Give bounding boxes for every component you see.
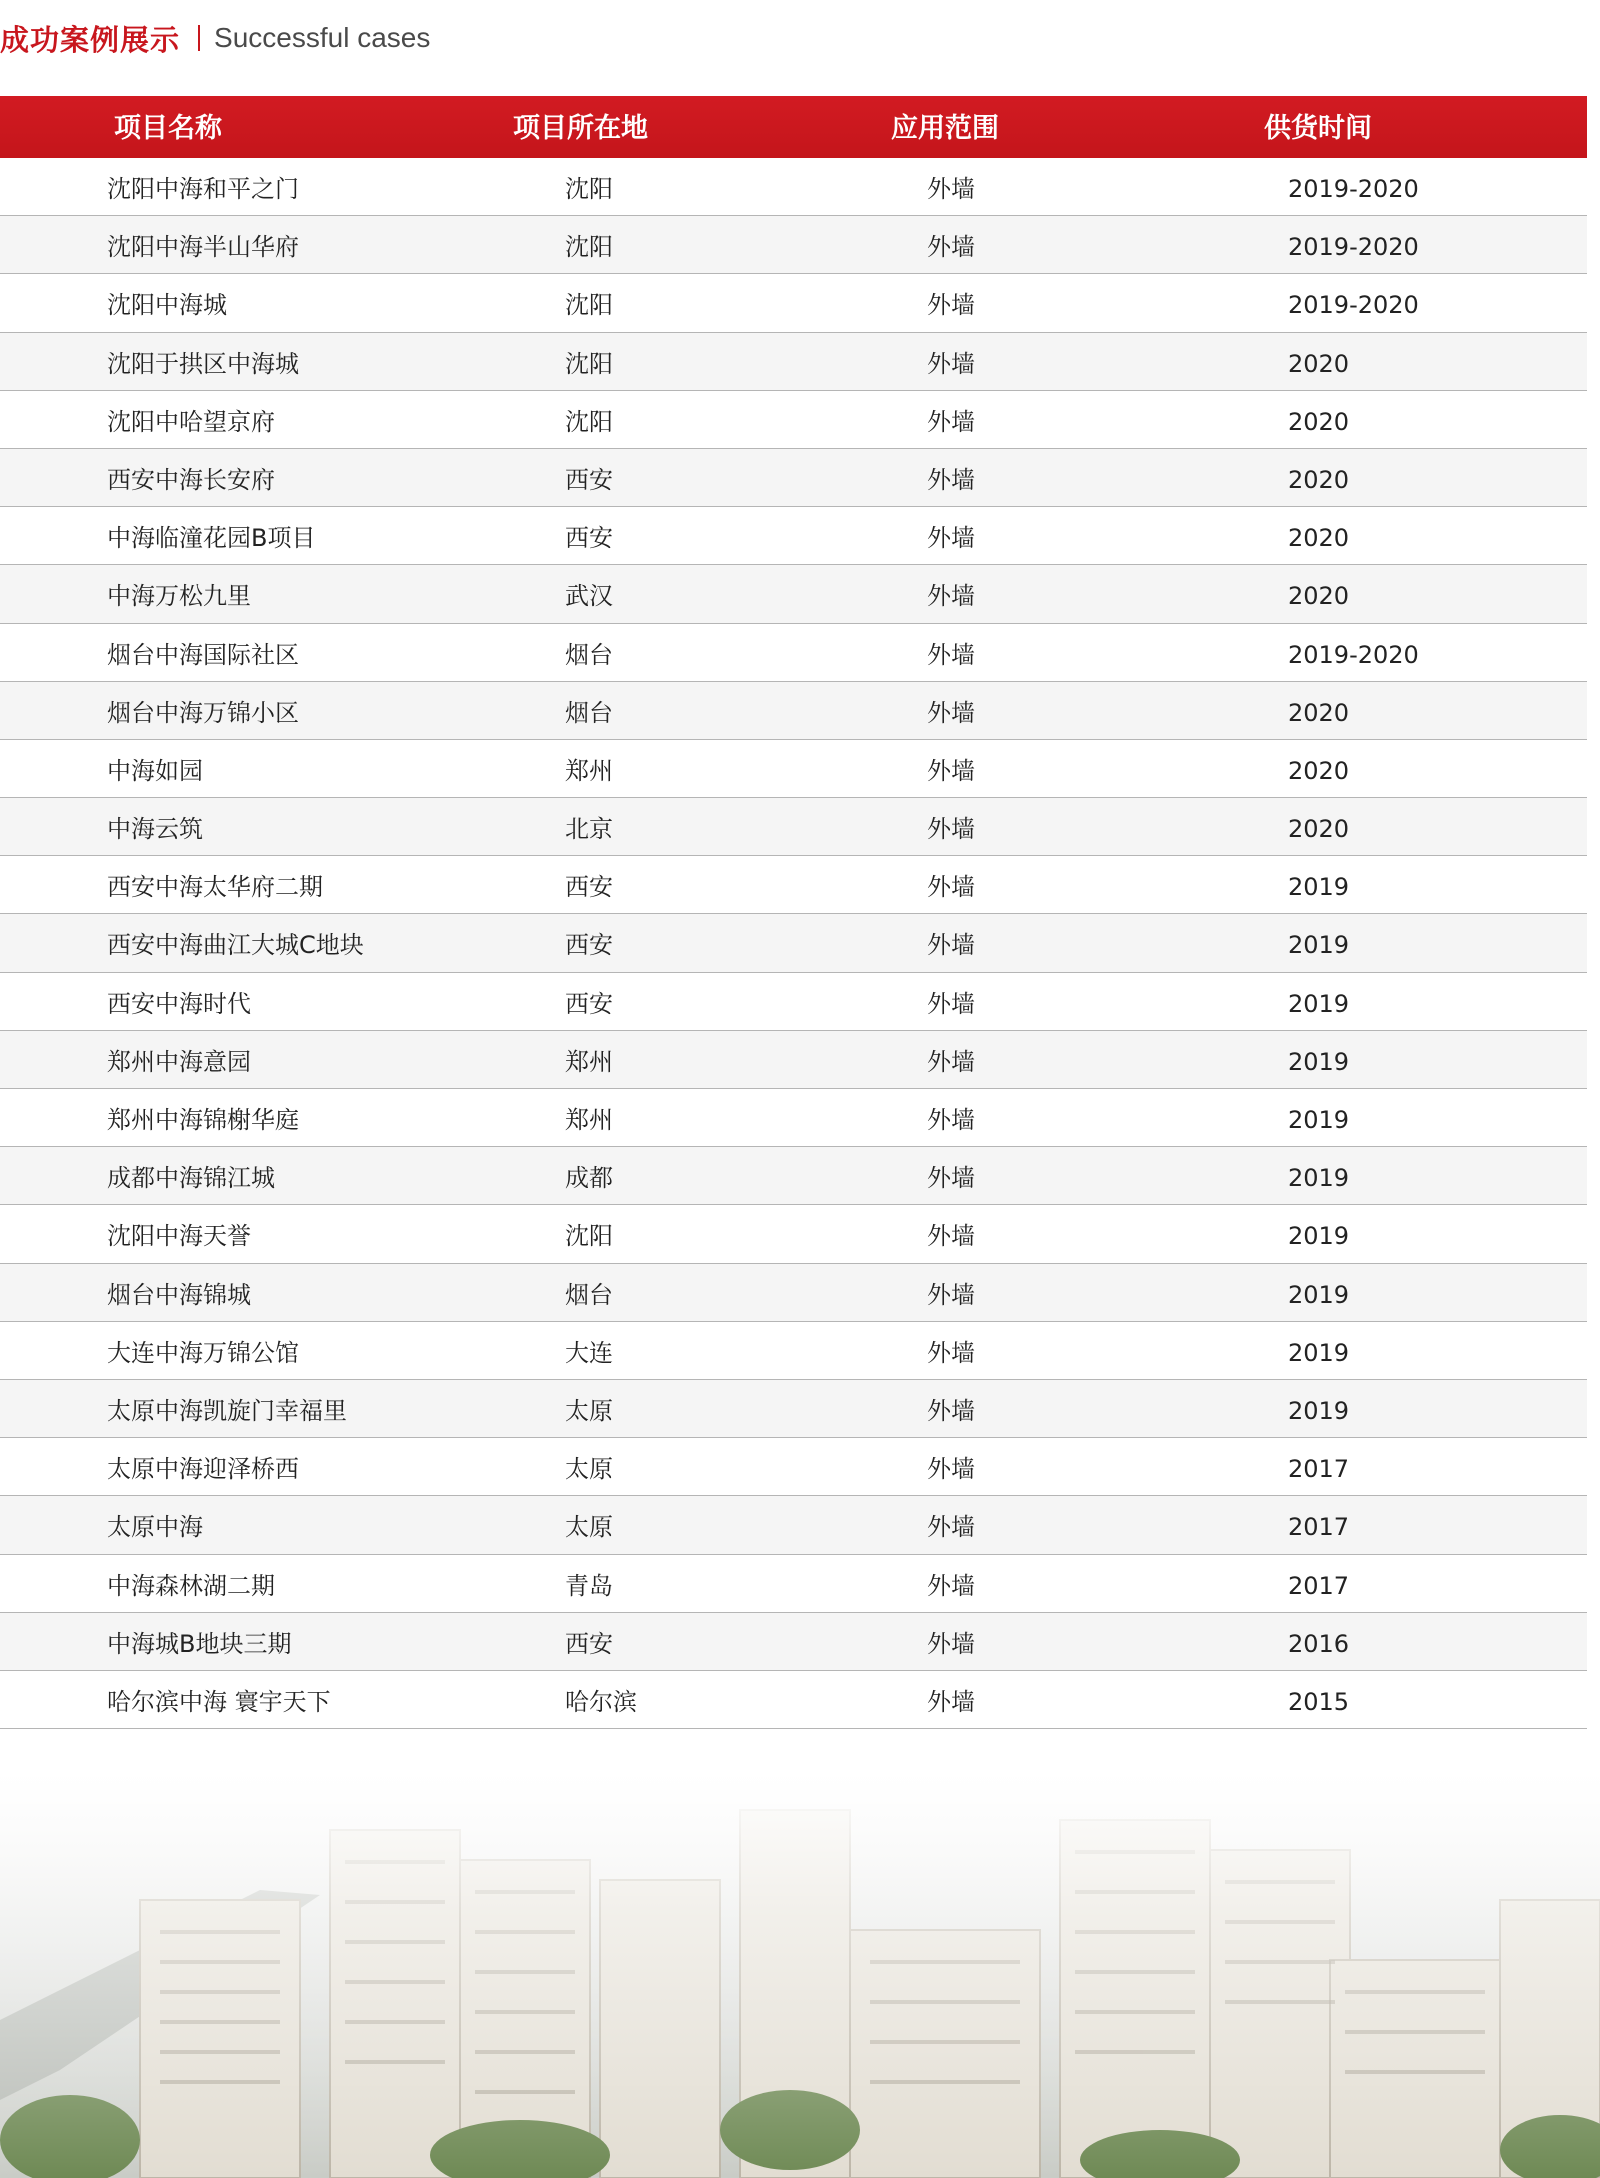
cell-application: 外墙: [927, 815, 975, 844]
cell-supply-time: 2019: [1288, 1396, 1350, 1425]
cell-supply-time: 2020: [1288, 349, 1350, 378]
cell-supply-time: 2020: [1288, 524, 1350, 553]
cell-application: 外墙: [927, 291, 975, 320]
cell-supply-time: 2019: [1288, 1106, 1350, 1134]
cell-application: 外墙: [927, 1164, 975, 1193]
cell-location: 烟台: [565, 1280, 613, 1309]
header-supply-time: 供货时间: [1264, 113, 1372, 144]
table-row: [0, 158, 1587, 216]
cell-supply-time: 2020: [1288, 756, 1350, 785]
cell-application: 外墙: [927, 756, 975, 785]
table-header: [0, 96, 1587, 158]
table-row: [0, 856, 1587, 914]
table-row: [0, 1613, 1587, 1671]
table-row: [0, 449, 1587, 507]
cell-location: 郑州: [565, 1047, 613, 1076]
table-row: [0, 1496, 1587, 1554]
table-row: [0, 274, 1587, 332]
table-row: [0, 1031, 1587, 1089]
table-row: [0, 682, 1587, 740]
cell-application: 外墙: [927, 175, 975, 203]
cell-location: 郑州: [565, 1106, 613, 1134]
cell-project-name: 太原中海迎泽桥西: [107, 1455, 299, 1484]
table-row: [0, 1322, 1587, 1380]
cell-location: 北京: [565, 815, 613, 844]
cell-project-name: 中海森林湖二期: [107, 1571, 275, 1600]
cell-location: 西安: [565, 524, 613, 553]
table-row: [0, 624, 1587, 682]
cell-supply-time: 2019: [1288, 989, 1350, 1018]
cell-location: 沈阳: [565, 291, 613, 320]
cell-project-name: 烟台中海锦城: [107, 1280, 251, 1309]
cell-location: 沈阳: [565, 233, 613, 262]
cell-application: 外墙: [927, 1106, 975, 1134]
cell-project-name: 太原中海: [107, 1513, 203, 1542]
cell-location: 郑州: [565, 756, 613, 785]
table-row: [0, 507, 1587, 565]
cell-supply-time: 2019: [1288, 1280, 1350, 1309]
header-application-scope: 应用范围: [891, 113, 999, 144]
table-row: [0, 1438, 1587, 1496]
cases-table: [0, 96, 1587, 1729]
cell-location: 太原: [565, 1396, 613, 1425]
table-row: [0, 1205, 1587, 1263]
header-project-name: 项目名称: [114, 113, 222, 144]
cell-location: 烟台: [565, 698, 613, 727]
cell-application: 外墙: [927, 1687, 975, 1716]
cell-application: 外墙: [927, 1047, 975, 1076]
table-row: [0, 565, 1587, 623]
table-row: [0, 333, 1587, 391]
cell-location: 西安: [565, 1629, 613, 1658]
cell-supply-time: 2020: [1288, 582, 1350, 611]
cell-application: 外墙: [927, 640, 975, 669]
cell-supply-time: 2017: [1288, 1513, 1350, 1542]
cell-location: 沈阳: [565, 1222, 613, 1251]
cell-location: 沈阳: [565, 407, 613, 436]
cell-supply-time: 2019-2020: [1288, 291, 1419, 320]
cell-application: 外墙: [927, 931, 975, 960]
cell-application: 外墙: [927, 1396, 975, 1425]
cell-supply-time: 2019-2020: [1288, 175, 1419, 203]
section-heading: [0, 14, 430, 62]
cell-application: 外墙: [927, 1280, 975, 1309]
cell-supply-time: 2017: [1288, 1455, 1350, 1484]
cell-location: 太原: [565, 1513, 613, 1542]
cell-location: 西安: [565, 873, 613, 902]
cell-supply-time: 2019-2020: [1288, 640, 1419, 669]
cell-location: 武汉: [565, 582, 613, 611]
cell-project-name: 沈阳于拱区中海城: [107, 349, 299, 378]
cell-project-name: 郑州中海意园: [107, 1047, 251, 1076]
table-row: [0, 1147, 1587, 1205]
cell-application: 外墙: [927, 233, 975, 262]
cell-project-name: 烟台中海万锦小区: [107, 698, 299, 727]
cell-supply-time: 2019: [1288, 1338, 1350, 1367]
table-row: [0, 740, 1587, 798]
cell-supply-time: 2015: [1288, 1687, 1350, 1716]
cell-location: 烟台: [565, 640, 613, 669]
table-row: [0, 391, 1587, 449]
cell-application: 外墙: [927, 1222, 975, 1251]
heading-divider: [198, 25, 200, 51]
cell-application: 外墙: [927, 989, 975, 1018]
building-skyline-illustration: [0, 1770, 1600, 2178]
cell-project-name: 中海城B地块三期: [107, 1629, 292, 1658]
cell-project-name: 中海如园: [107, 756, 203, 785]
cell-project-name: 沈阳中海天誉: [107, 1222, 251, 1251]
cell-location: 大连: [565, 1338, 613, 1367]
cell-project-name: 沈阳中海半山华府: [107, 233, 299, 262]
cell-application: 外墙: [927, 1338, 975, 1367]
cell-application: 外墙: [927, 1455, 975, 1484]
cell-application: 外墙: [927, 349, 975, 378]
cell-supply-time: 2019: [1288, 1047, 1350, 1076]
cell-application: 外墙: [927, 1571, 975, 1600]
cell-location: 沈阳: [565, 349, 613, 378]
table-row: [0, 1264, 1587, 1322]
cell-supply-time: 2019: [1288, 931, 1350, 960]
cell-project-name: 太原中海凯旋门幸福里: [107, 1396, 347, 1425]
cell-supply-time: 2017: [1288, 1571, 1350, 1600]
cell-application: 外墙: [927, 582, 975, 611]
cell-project-name: 西安中海太华府二期: [107, 873, 323, 902]
cell-project-name: 西安中海曲江大城C地块: [107, 931, 364, 960]
table-row: [0, 798, 1587, 856]
cell-application: 外墙: [927, 524, 975, 553]
cell-project-name: 大连中海万锦公馆: [107, 1338, 299, 1367]
cell-project-name: 沈阳中海城: [107, 291, 227, 320]
cell-project-name: 中海云筑: [107, 815, 203, 844]
cell-project-name: 沈阳中哈望京府: [107, 407, 275, 436]
cell-supply-time: 2019: [1288, 1222, 1350, 1251]
cell-supply-time: 2019: [1288, 873, 1350, 902]
cell-supply-time: 2020: [1288, 698, 1350, 727]
cell-project-name: 沈阳中海和平之门: [107, 175, 299, 203]
cell-location: 西安: [565, 989, 613, 1018]
cell-application: 外墙: [927, 465, 975, 494]
heading-chinese: 成功案例展示: [0, 22, 181, 57]
heading-english: Successful cases: [214, 22, 431, 53]
cell-project-name: 西安中海长安府: [107, 465, 275, 494]
cell-project-name: 中海临潼花园B项目: [107, 524, 316, 553]
table-body: [0, 158, 1587, 1729]
cell-supply-time: 2019: [1288, 1164, 1350, 1193]
table-row: [0, 1671, 1587, 1729]
cell-location: 青岛: [565, 1571, 613, 1600]
table-row: [0, 1380, 1587, 1438]
table-row: [0, 914, 1587, 972]
cell-supply-time: 2020: [1288, 465, 1350, 494]
cell-location: 西安: [565, 465, 613, 494]
cell-application: 外墙: [927, 1629, 975, 1658]
table-row: [0, 216, 1587, 274]
cell-location: 西安: [565, 931, 613, 960]
cell-supply-time: 2020: [1288, 407, 1350, 436]
cell-project-name: 中海万松九里: [107, 582, 251, 611]
header-project-location: 项目所在地: [513, 113, 648, 144]
cell-project-name: 哈尔滨中海 寰宇天下: [107, 1687, 331, 1716]
cell-project-name: 西安中海时代: [107, 989, 251, 1018]
table-row: [0, 1089, 1587, 1147]
cell-application: 外墙: [927, 1513, 975, 1542]
cell-project-name: 郑州中海锦榭华庭: [107, 1106, 299, 1134]
table-row: [0, 973, 1587, 1031]
cell-project-name: 烟台中海国际社区: [107, 640, 299, 669]
cell-supply-time: 2016: [1288, 1629, 1350, 1658]
cell-application: 外墙: [927, 873, 975, 902]
table-row: [0, 1555, 1587, 1613]
cell-location: 太原: [565, 1455, 613, 1484]
cell-supply-time: 2020: [1288, 815, 1350, 844]
cell-project-name: 成都中海锦江城: [107, 1164, 275, 1193]
cell-application: 外墙: [927, 407, 975, 436]
cell-location: 哈尔滨: [565, 1687, 637, 1716]
cell-location: 成都: [565, 1164, 613, 1193]
cell-supply-time: 2019-2020: [1288, 233, 1419, 262]
cell-location: 沈阳: [565, 175, 613, 203]
cell-application: 外墙: [927, 698, 975, 727]
